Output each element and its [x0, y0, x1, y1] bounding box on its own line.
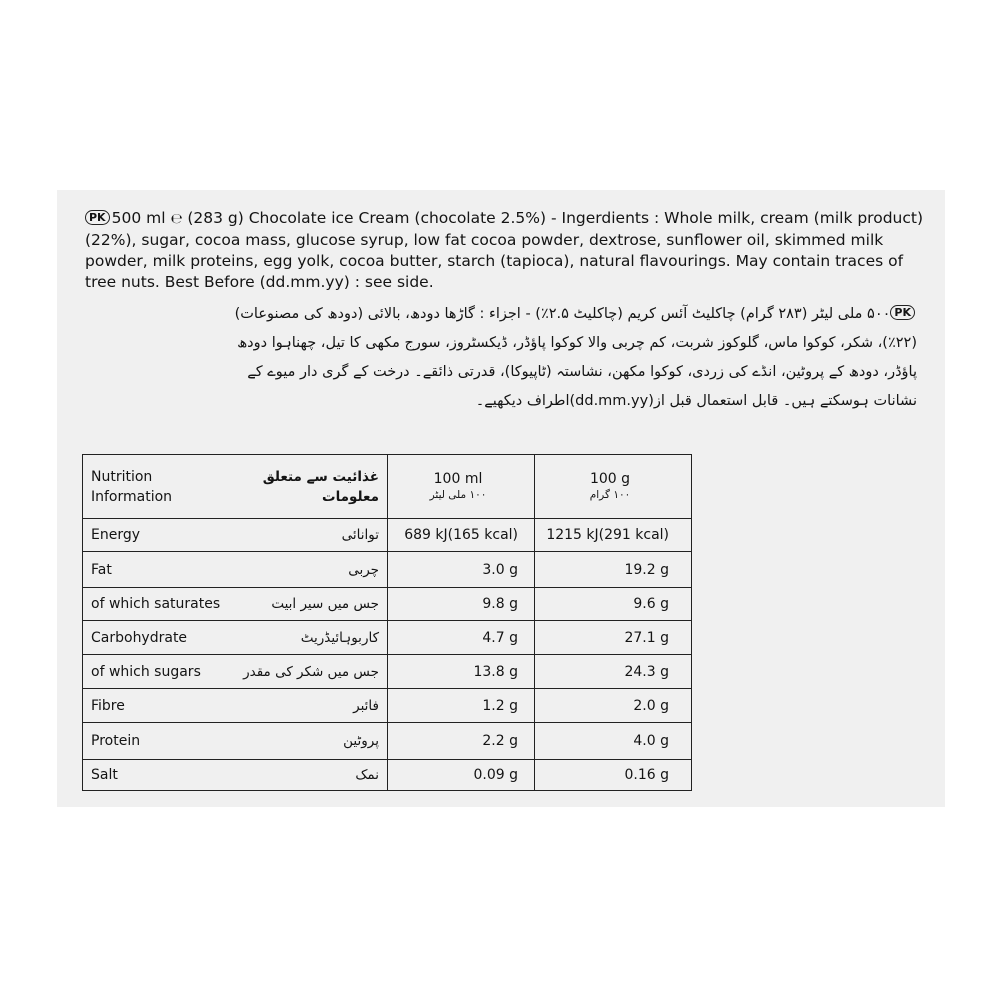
urdu-body: ۵۰۰ ملی لیٹر (۲۸۳ گرام) چاکلیٹ آئس کریم (چاکلیٹ ۲.۵٪) - اجزاء : گاڑھا دودھ، بالائی (دودھ کی مصنوعات) (۲۲٪)، شکر، کوکوا ماس، گلوکوز شربت، کم چربی والا کوکوا پاؤڈر، ڈیکسٹروز، سورج مکھی کا تیل، چھناہوا دودھ پاؤڈر، دودھ کے پروٹین، انڈے کی زردی، کوکوا مکھن، نشاستہ (ٹاپیوکا)، قدرتی ذائقے۔ درخت کے گری دار میوے کے نشانات ہوسکتے ہیں۔ قابل استعمال قبل از(dd.mm.yy)اطراف دیکھیے۔: [234, 306, 917, 409]
header-100g: 100 g ۱۰۰ گرام: [535, 455, 692, 519]
nutrition-table: [82, 454, 692, 791]
header-100ml: 100 ml ۱۰۰ ملی لیٹر: [388, 455, 535, 519]
table-row: Energy توانائی 689 kJ(165 kcal) 1215 kJ(291 kcal): [83, 519, 692, 552]
header-label-ur: غذائیت سے متعلق معلومات: [262, 468, 379, 505]
pk-badge: PK: [85, 210, 110, 225]
english-body: (283 g) Chocolate ice Cream (chocolate 2.5%) - Ingerdients : Whole milk, cream (milk product) (22%), sugar, cocoa mass, glucose syrup, low fat cocoa powder, dextrose, sunflower oil, skimmed milk powder, milk proteins, egg yolk, cocoa butter, starch (tapioca), natural flavourings. May contain traces of tree nuts. Best Before (dd.mm.yy) : see side.: [85, 209, 924, 291]
table-header-row: [83, 455, 692, 519]
table-row: of which saturates جس میں سیر ابیت 9.8 g 9.6 g: [83, 588, 692, 621]
header-label-en: Nutrition Information: [91, 468, 173, 505]
estimate-sign-icon: ℮: [170, 211, 183, 227]
english-ingredients: [85, 208, 935, 293]
table-row: Fibre فائبر 1.2 g 2.0 g: [83, 689, 692, 723]
table-row: of which sugars جس میں شکر کی مقدر 13.8 g 24.3 g: [83, 655, 692, 689]
urdu-ingredients: [205, 300, 917, 416]
table-row: Carbohydrate کاربوہائیڈریٹ 4.7 g 27.1 g: [83, 621, 692, 655]
pk-badge-urdu: PK: [890, 305, 915, 320]
table-row: Salt نمک 0.09 g 0.16 g: [83, 760, 692, 791]
table-row: Fat چربی 3.0 g 19.2 g: [83, 552, 692, 588]
quantity: 500 ml: [111, 209, 166, 227]
table-row: Protein پروٹین 2.2 g 4.0 g: [83, 723, 692, 760]
